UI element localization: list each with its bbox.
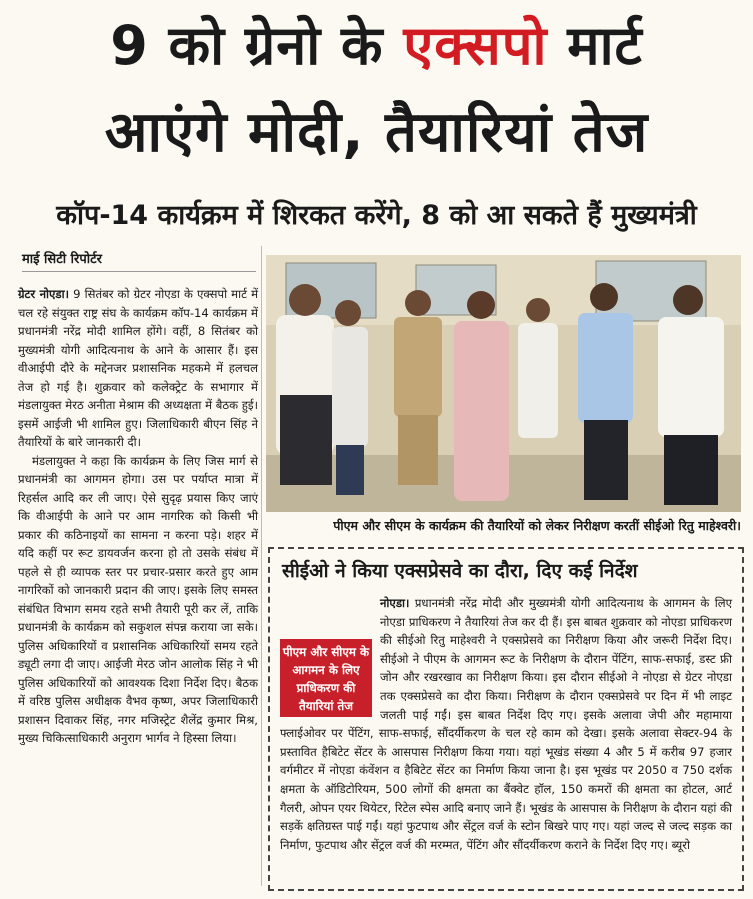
subheadline: कॉप-14 कार्यक्रम में शिरकत करेंगे, 8 को आ सकते हैं मुख्यमंत्री xyxy=(56,200,697,231)
left-article-text-1: 9 सितंबर को ग्रेटर नोएडा के एक्सपो मार्ट में चल रहे संयुक्त राष्ट्र संघ के कार्यक्रम कॉप-14 कार्यक्रम में प्रधानमंत्री नरेंद्र मोदी शामिल होंगे। वहीं, 8 सितंबर को मुख्यमंत्री योगी आदित्यनाथ के आने के आसार हैं। इस वीआईपी दौरे के मद्देनजर प्रशासनिक महकमे में हलचल तेज हो गई है। शुक्रवार को कलेक्ट्रेट के सभागार में मंडलायुक्त मेरठ अनीता मेश्राम की अध्यक्षता में बैठक हुई। इसमें आईजी भी शामिल हुए। जिलाधिकारी बीएन सिंह ने तैयारियों के बारे जानकारी दी। xyxy=(18,287,258,449)
headline-red-word: एक्सपो xyxy=(403,14,548,77)
left-article xyxy=(18,285,258,748)
news-photo xyxy=(266,255,741,512)
box-body-text: प्रधानमंत्री नरेंद्र मोदी और मुख्यमंत्री योगी आदित्यनाथ के आगमन के लिए नोएडा प्राधिकरण ने तैयारियां तेज कर दी हैं। इस बाबत शुक्रवार को नोएडा प्राधिकरण की सीईओ रितु माहेश्वरी ने एक्सप्रेसवे का निरीक्षण किया और जरूरी निर्देश दिए। सीईओ ने पीएम के आगमन रूट के निरीक्षण के दौरान पेंटिंग, साफ-सफाई, डस्ट फ्री जोन और रखरखाव का निरीक्षण किया। इस दौरान सीईओ ने नोएडा से ग्रेटर नोएडा तक एक्सप्रेसवे का दौरा किया। निरीक्षण के दौरान एक्सप्रेसवे पर दिन में भी लाइट जलती पाई गईं। इस बाबत निर्देश दिए गए। इसके अलावा जेपी और महामाया फ्लाईओवर पर पेंटिंग, साफ-सफाई, सौंदर्यीकरण के चल रहे काम को देखा। इसके अलावा सेक्टर-94 के प्रस्तावित हैबिटेट सेंटर के आसपास निरीक्षण किया गया। यहां भूखंड संख्या 4 और 5 में करीब 97 हजार वर्गमीटर में नोएडा कंवेंशन व हैबिटेट सेंटर का निर्माण किया जाना है। इस भूखंड पर 2050 व 750 दर्शक क्षमता के ऑडिटोरियम, 500 लोगों की क्षमता का बैंक्वेट हॉल, 150 कमरों की क्षमता का होटल, आर्ट गैलरी, ओपन एयर थियेटर, रिटेल स्पेस आदि बनाए जाने हैं। भूखंड के आसपास के निरीक्षण के दौरान यहां की सड़कें क्षतिग्रस्त पाई गईं। यहां फुटपाथ और सेंट्रल वर्ज के स्टोन बिखरे पाए गए। यहां जल्द से जल्द सड़क का निर्माण, फुटपाथ और सेंट्रल वर्ज की मरम्मत, पेंटिंग और सौंदर्यीकरण कराने के निर्देश दिए गए। ब्यूरो xyxy=(280,596,732,852)
box-headline: सीईओ ने किया एक्सप्रेसवे का दौरा, दिए कई निर्देश xyxy=(282,560,638,582)
photo-illustration xyxy=(266,255,741,512)
left-article-para-2: मंडलायुक्त ने कहा कि कार्यक्रम के लिए जिस मार्ग से प्रधानमंत्री का आगमन होगा। उस पर पर्याप्त मात्रा में रिहर्सल आदि कर ली जाए। ऐसे सुदृढ़ प्रयास किए जाएं कि वीआईपी के आने पर आम नागरिक को किसी भी प्रकार की कठिनाइयों का सामना न करना पड़े। शहर में यदि कहीं पर रूट डायवर्जन करना हो तो उसके संबंध में पहले से ही व्यापक स्तर पर प्रचार-प्रसार करते हुए आम नागरिकों को जानकारी प्रदान की जाए। इसके लिए समस्त संबंधित विभाग समय रहते सभी तैयारी पूरी कर लें, ताकि प्रधानमंत्री के कार्यक्रम को सकुशल संपन्न कराया जा सके। पुलिस अधिकारियों व प्रशासनिक अधिकारियों समय रहते ड्यूटी लगा दी जाए। आईजी मेरठ जोन आलोक सिंह ने भी पुलिस अधिकारियों को आवश्यक दिशा निर्देश दिए। बैठक में वरिष्ठ पुलिस अधीक्षक वैभव कृष्ण, अपर जिलाधिकारी प्रशासन दिवाकर सिंह, नगर मजिस्ट्रेट शैलेंद्र कुमार मिश्र, मुख्य चिकित्साधिकारी अनुराग भार्गव ने हिस्सा लिया। xyxy=(18,453,258,745)
headline-part-1: 9 को ग्रेनो के xyxy=(110,14,404,77)
box-dateline: नोएडा। xyxy=(380,596,410,610)
box-body xyxy=(280,594,732,854)
photo-caption: पीएम और सीएम के कार्यक्रम की तैयारियों को लेकर निरीक्षण करतीं सीईओ रितु माहेश्वरी। xyxy=(333,518,741,533)
left-dateline: ग्रेटर नोएडा। xyxy=(18,287,70,301)
left-article-para-1 xyxy=(18,285,258,452)
byline-rule xyxy=(22,271,256,272)
callout-box: पीएम और सीएम के आगमन के लिए प्राधिकरण की तैयारियां तेज xyxy=(280,639,372,717)
headline-part-3: मार्ट xyxy=(547,14,643,77)
headline-line-1 xyxy=(0,14,753,78)
byline: माई सिटी रिपोर्टर xyxy=(22,252,102,267)
column-divider xyxy=(261,246,262,886)
headline-line-2: आएंगे मोदी, तैयारियां तेज xyxy=(104,100,649,165)
